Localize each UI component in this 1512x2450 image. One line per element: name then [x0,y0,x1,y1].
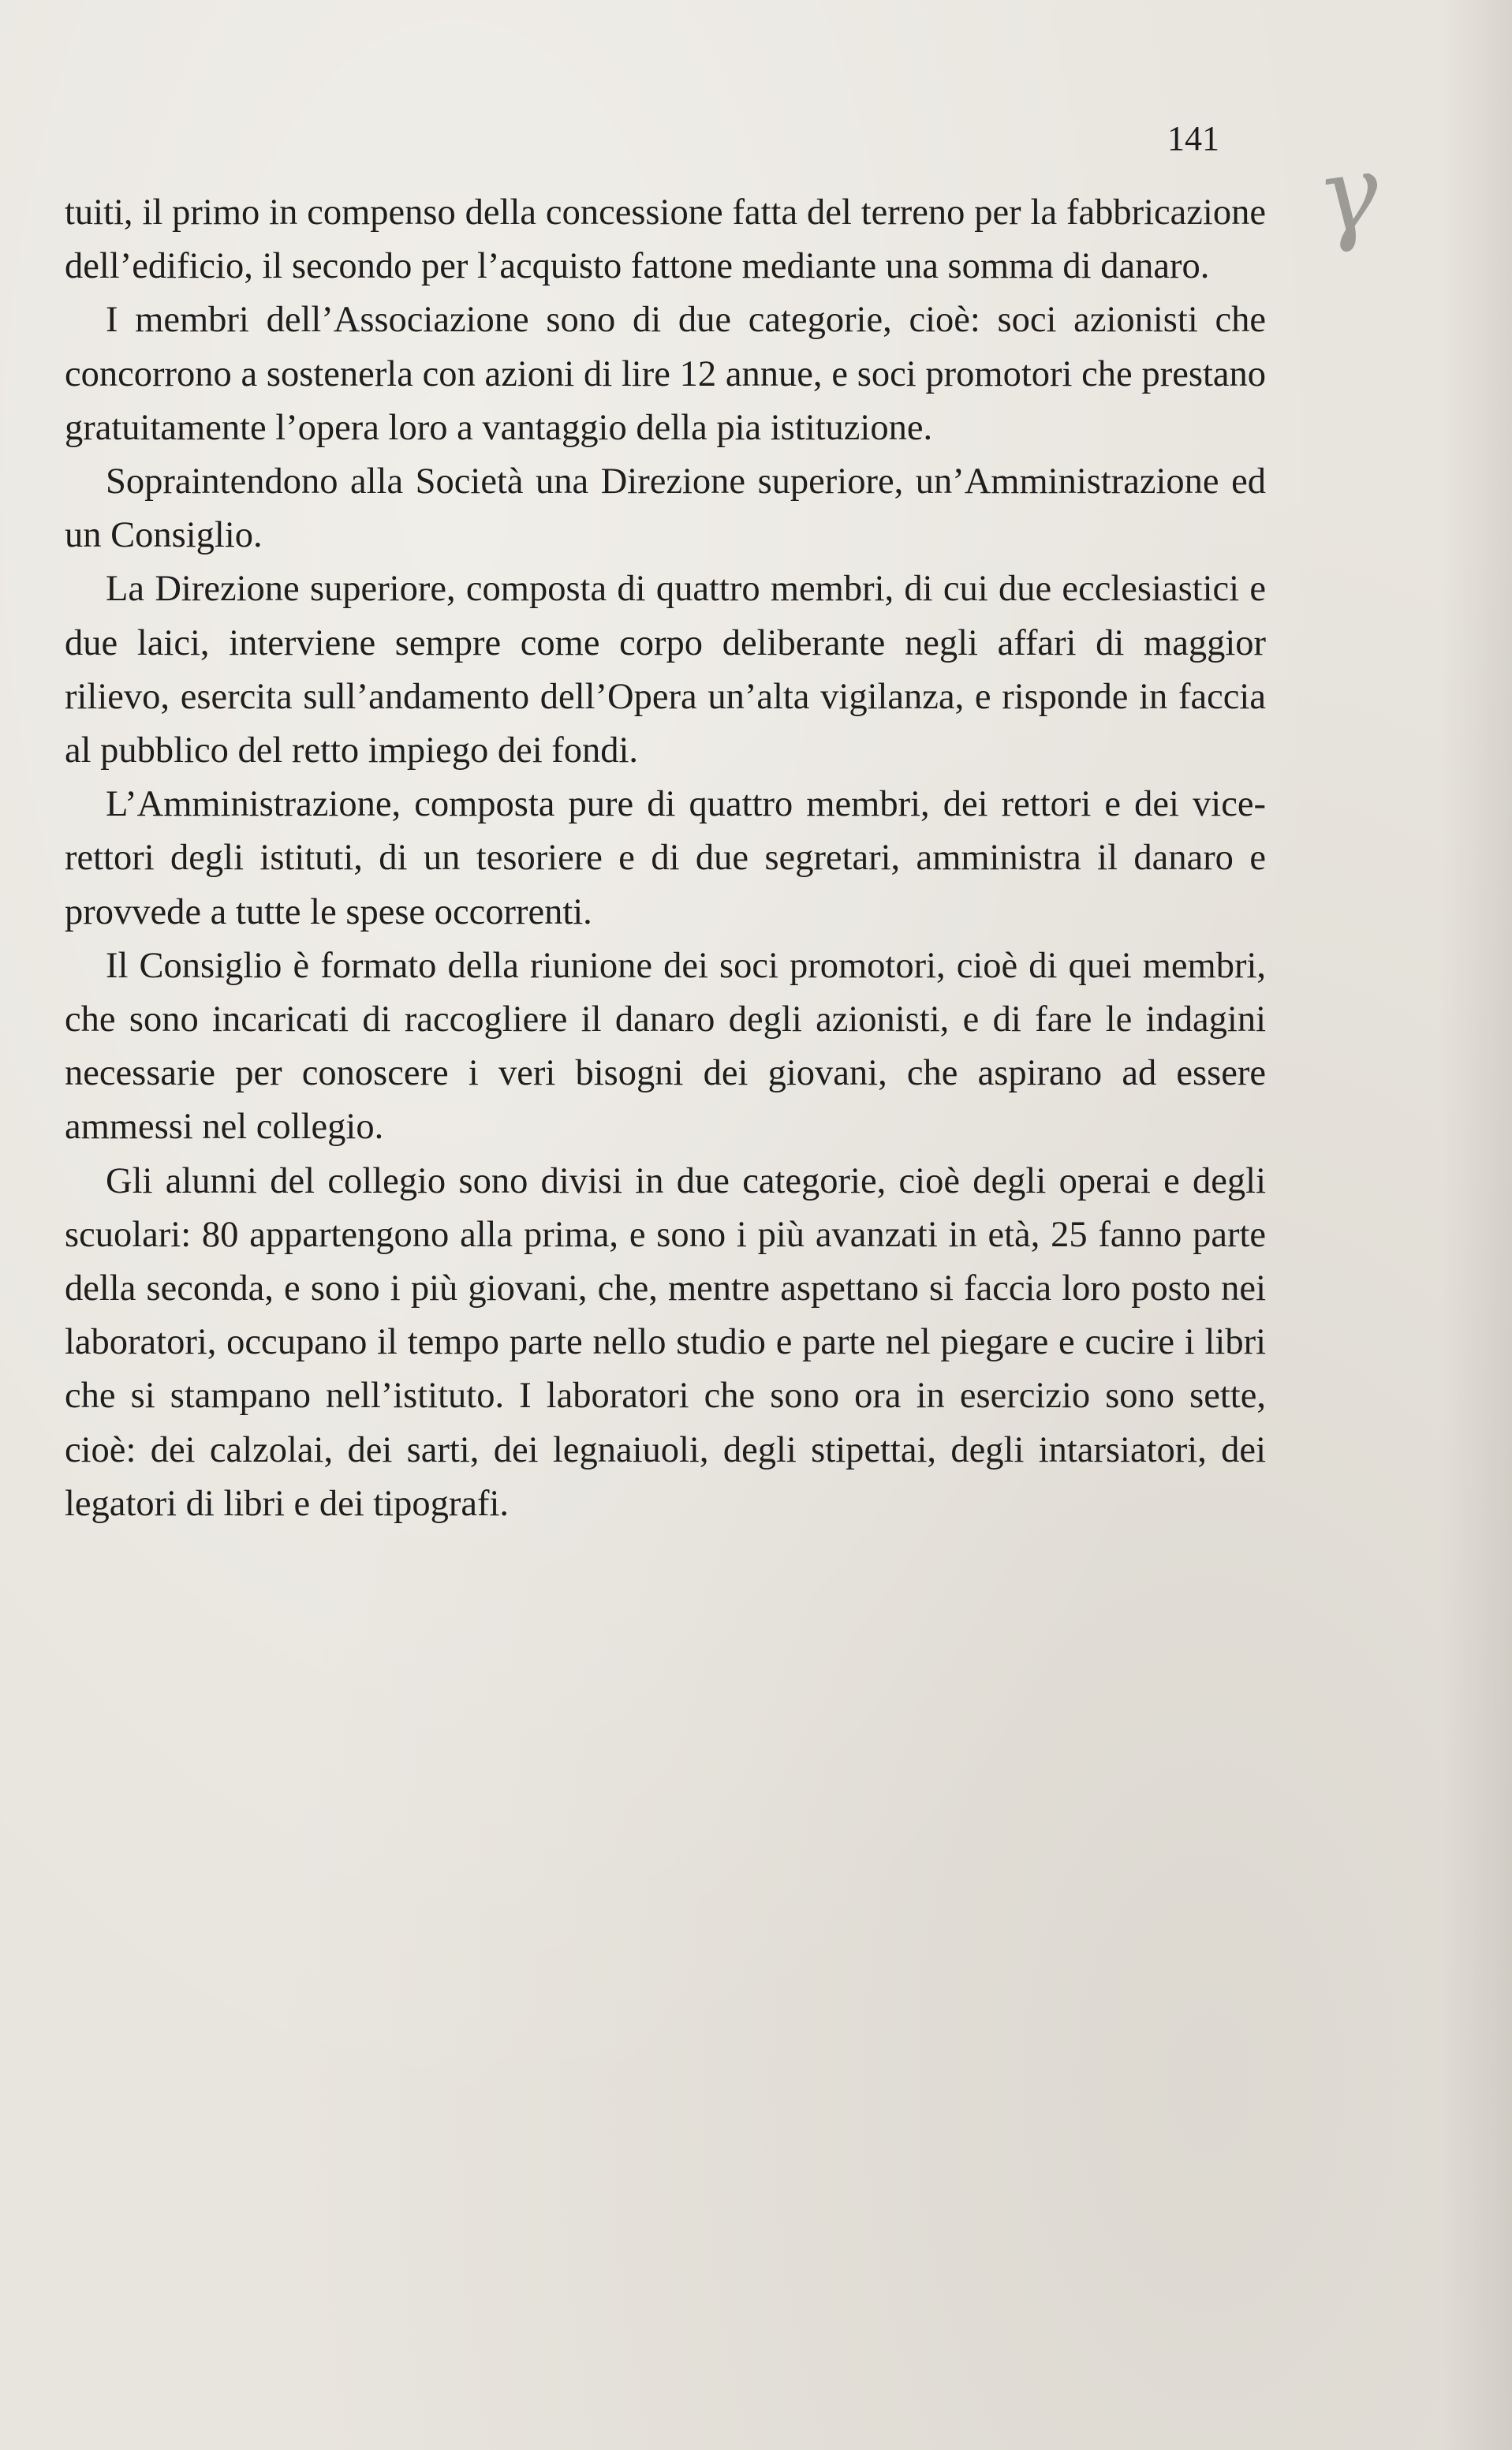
paragraph: La Direzione superiore, composta di quattro membri, di cui due ecclesiastici e due laici, interviene sempre come corpo deliberante negli affari di maggior rilievo, esercita sull’andamento dell’Opera un’alta vigilanza, e risponde in faccia al pubblico del retto impiego dei fondi. [65,569,1266,771]
paragraph: Gli alunni del collegio sono divisi in due categorie, cioè degli operai e degli scuolari: 80 appartengono alla prima, e sono i più avanzati in età, 25 fanno parte della seconda, e sono i più giovani, che, mentre aspettano si faccia loro posto nei laboratori, occupano il tempo parte nello studio e parte nel piegare e cucire i libri che si stampano nell’istituto. I laboratori che sono ora in esercizio sono sette, cioè: dei calzolai, dei sarti, dei legnaiuoli, degli stipettai, degli intarsiatori, dei legatori di libri e dei tipografi. [65,1160,1266,1524]
paragraph: L’Amministrazione, composta pure di quattro membri, dei rettori e dei vice-rettori degli istituti, di un tesoriere e di due segretari, amministra il danaro e provvede a tutte le spese occorrenti. [65,784,1266,932]
page-number: 141 [1167,119,1219,158]
paragraph: Il Consiglio è formato della riunione dei soci promotori, cioè di quei membri, che sono incaricati di raccogliere il danaro degli azionisti, e di fare le indagini necessarie per conoscere i veri bisogni dei giovani, che aspirano ad essere ammessi nel collegio. [65,945,1266,1148]
paragraph: tuiti, il primo in compenso della concessione fatta del terreno per la fabbricazione dell’edificio, il secondo per l’acquisto fattone mediante una somma di danaro. [65,192,1266,287]
paragraph: I membri dell’Associazione sono di due categorie, cioè: soci azionisti che concorrono a sostenerla con azioni di lire 12 annue, e soci promotori che prestano gratuitamente l’opera loro a vantaggio della pia istituzione. [65,300,1266,448]
paragraph: Sopraintendono alla Società una Direzione superiore, un’Amministrazione ed un Consiglio. [65,461,1266,556]
body-text [65,186,1266,1531]
page-shadow [1441,0,1512,2450]
pencil-margin-mark: γ [1309,130,1387,258]
